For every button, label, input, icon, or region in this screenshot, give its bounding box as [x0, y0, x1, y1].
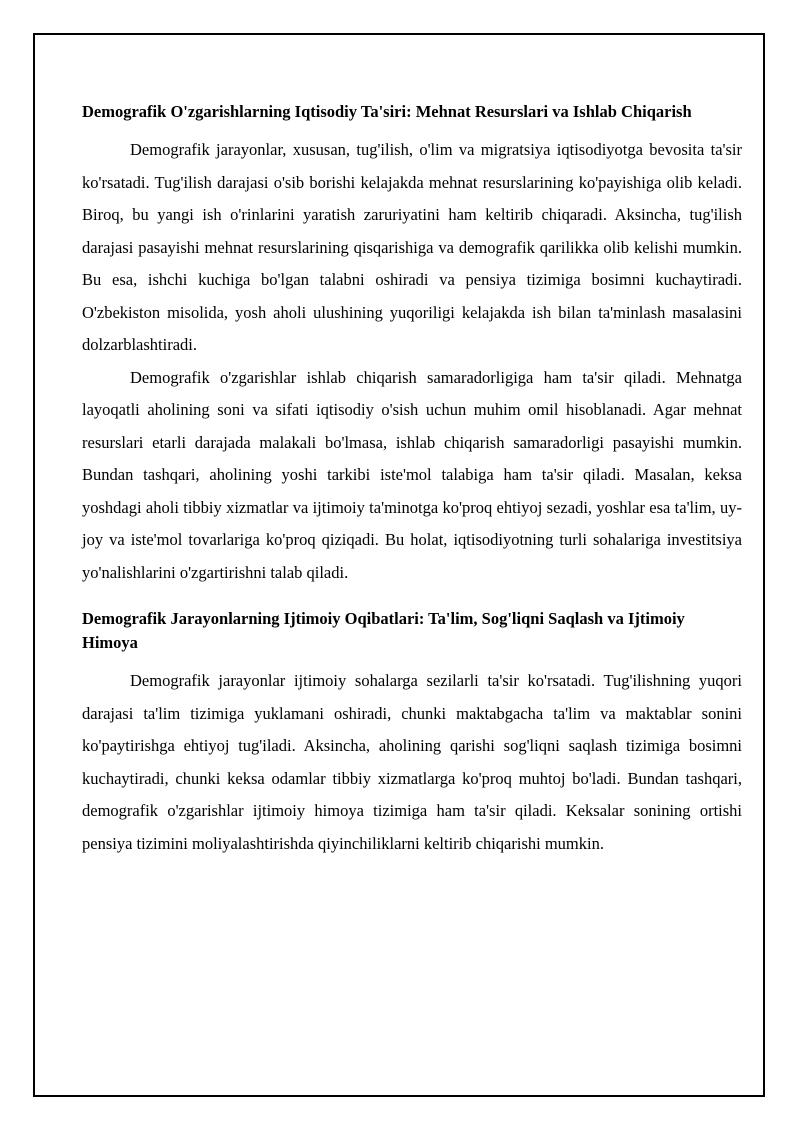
- paragraph-production-efficiency: Demografik o'zgarishlar ishlab chiqarish samaradorligiga ham ta'sir qiladi. Mehnatga layoqatli aholining soni va sifati iqtisodiy o'sish uchun muhim omil hisoblanadi. Agar mehnat resurslari etarli darajada malakali bo'lmasa, ishlab chiqarish samaradorligi pasayishi mumkin. Bundan tashqari, aholining yoshi tarkibi iste'mol talabiga ham ta'sir qiladi. Masalan, keksa yoshdagi aholi tibbiy xizmatlar va ijtimoiy ta'minotga ko'proq ehtiyoj sezadi, yoshlar esa ta'lim, uy-joy va iste'mol tovarlariga ko'proq qiziqadi. Bu holat, iqtisodiyotning turli sohalariga investitsiya yo'nalishlarini o'zgartirishni talab qiladi.: [82, 367, 742, 582]
- section-heading-economic-impact: Demografik O'zgarishlarning Iqtisodiy Ta'siri: Mehnat Resurslari va Ishlab Chiqarish: [82, 102, 692, 121]
- paragraph-demographic-processes: Demografik jarayonlar, xususan, tug'ilish, o'lim va migratsiya iqtisodiyotga bevosita ta'sir ko'rsatadi. Tug'ilish darajasi o'sib borishi kelajakda mehnat resurslarining ko'payishiga olib keladi. Biroq, bu yangi ish o'rinlarini yaratish zaruriyatini ham keltirib chiqaradi. Aksincha, tug'ilish darajasi pasayishi mehnat resurslarining qisqarishiga va demografik qarilikka olib kelishi mumkin. Bu esa, ishchi kuchiga bo'lgan talabni oshiradi va pensiya tizimiga bosimni kuchaytiradi. O'zbekiston misolida, yosh aholi ulushining yuqoriligi kelajakda ish bilan ta'minlash masalasini dolzarblashtiradi.: [82, 140, 742, 354]
- document-body: [82, 100, 742, 860]
- paragraph-social-spheres: Demografik jarayonlar ijtimoiy sohalarga sezilarli ta'sir ko'rsatadi. Tug'ilishning yuqori darajasi ta'lim tizimiga yuklamani oshiradi, chunki maktabgacha ta'lim va maktablar sonini ko'paytirishga ehtiyoj tug'iladi. Aksincha, aholining qarishi sog'liqni saqlash tizimiga bosimni kuchaytiradi, chunki keksa odamlar tibbiy xizmatlarga ko'proq muhtoj bo'ladi. Bundan tashqari, demografik o'zgarishlar ijtimoiy himoya tizimiga ham ta'sir qiladi. Keksalar sonining ortishi pensiya tizimini moliyalashtirishda qiyinchiliklarni keltirib chiqarishi mumkin.: [82, 671, 742, 853]
- section-heading-social-consequences: Demografik Jarayonlarning Ijtimoiy Oqibatlari: Ta'lim, Sog'liqni Saqlash va Ijtimoiy Himoya: [82, 609, 685, 652]
